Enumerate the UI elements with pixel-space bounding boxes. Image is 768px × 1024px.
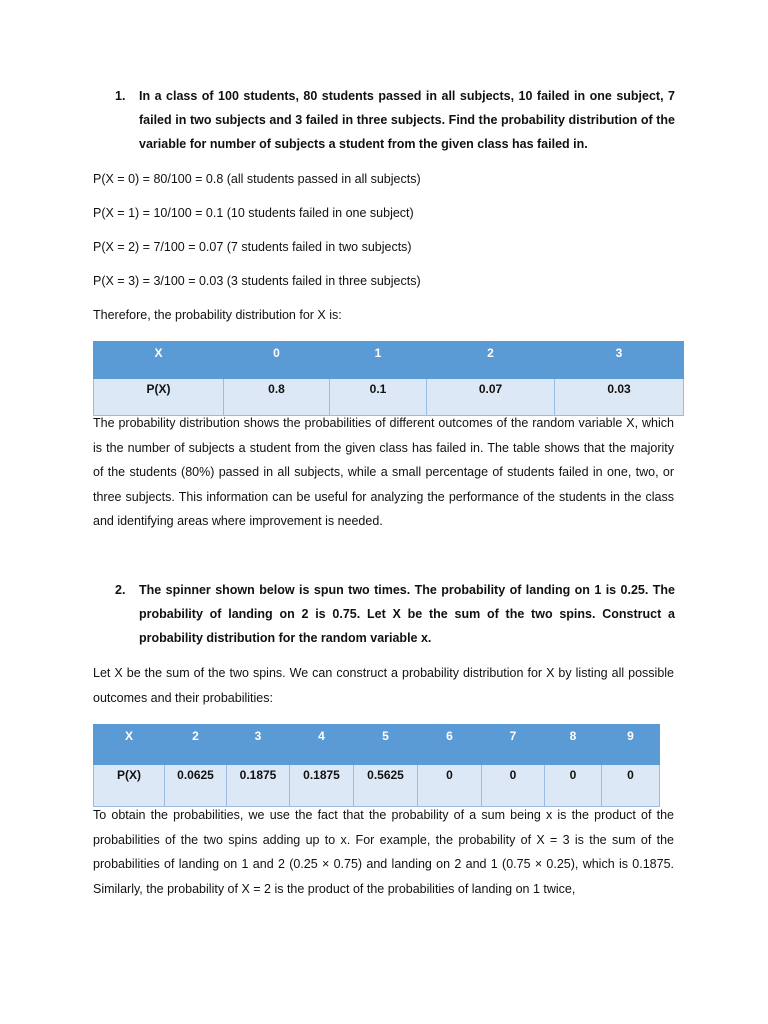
table-2-cell: 0 bbox=[482, 765, 545, 807]
table-2-header-cell: 3 bbox=[227, 725, 290, 765]
table-1-cell: 0.03 bbox=[555, 379, 684, 416]
table-2-cell: P(X) bbox=[94, 765, 165, 807]
table-2-cell: 0.0625 bbox=[165, 765, 227, 807]
table-2-cell: 0.1875 bbox=[227, 765, 290, 807]
table-2-header-cell: 9 bbox=[602, 725, 660, 765]
question-2-text: The spinner shown below is spun two times. The probability of landing on 1 is 0.25. The probability of landing on 2 is 0.75. Let X be the sum of the two spins. Construct a probability distribution for the random variable x. bbox=[139, 583, 675, 645]
table-2-header-row bbox=[94, 725, 660, 765]
calc-line-2: P(X = 2) = 7/100 = 0.07 (7 students failed in two subjects) bbox=[93, 240, 412, 254]
table-1-cell: 0.1 bbox=[330, 379, 427, 416]
table-2-header-cell: X bbox=[94, 725, 165, 765]
table-2-cell: 0 bbox=[602, 765, 660, 807]
table-1-header-cell: 0 bbox=[224, 342, 330, 379]
therefore-line: Therefore, the probability distribution for X is: bbox=[93, 308, 342, 322]
table-2-header-cell: 6 bbox=[418, 725, 482, 765]
distribution-table-2 bbox=[93, 724, 660, 807]
explanation-paragraph-1: The probability distribution shows the probabilities of different outcomes of the random variable X, which is the number of subjects a student from the given class has failed in. The table shows that the majority of the students (80%) passed in all subjects, while a small percentage of students failed in one, two, or three subjects. This information can be useful for analyzing the performance of the students in the class and identifying areas where improvement is needed. bbox=[93, 416, 674, 528]
question-2-number: 2. bbox=[115, 583, 126, 597]
explanation-paragraph-2: To obtain the probabilities, we use the fact that the probability of a sum being x is the product of the probabilities of the two spins adding up to x. For example, the probability of X = 3 is the sum of the probabilities of landing on 1 and 2 (0.25 × 0.75) and landing on 2 and 1 (0.75 × 0.25), which is 0.1875. Similarly, the probability of X = 2 is the product of the probabilities of landing on 1 twice, bbox=[93, 808, 674, 896]
distribution-table-1 bbox=[93, 341, 684, 416]
table-1-cell: 0.8 bbox=[224, 379, 330, 416]
calc-line-0: P(X = 0) = 80/100 = 0.8 (all students passed in all subjects) bbox=[93, 172, 421, 186]
table-2-header-cell: 2 bbox=[165, 725, 227, 765]
table-1-cell: 0.07 bbox=[427, 379, 555, 416]
calc-line-1: P(X = 1) = 10/100 = 0.1 (10 students failed in one subject) bbox=[93, 206, 414, 220]
table-1-probability-row bbox=[94, 379, 684, 416]
table-2-header-cell: 4 bbox=[290, 725, 354, 765]
table-2-header-cell: 7 bbox=[482, 725, 545, 765]
table-2-probability-row bbox=[94, 765, 660, 807]
table-1-header-cell: X bbox=[94, 342, 224, 379]
question-1-text: In a class of 100 students, 80 students passed in all subjects, 10 failed in one subject, 7 failed in two subjects and 3 failed in three subjects. Find the probability distribution of the variable for number of subjects a student from the given class has failed in. bbox=[139, 89, 675, 151]
table-2-cell: 0 bbox=[545, 765, 602, 807]
table-2-header-cell: 8 bbox=[545, 725, 602, 765]
question-1-number: 1. bbox=[115, 89, 126, 103]
table-2-cell: 0 bbox=[418, 765, 482, 807]
table-1-header-cell: 3 bbox=[555, 342, 684, 379]
table-2-cell: 0.1875 bbox=[290, 765, 354, 807]
table-1-header-cell: 1 bbox=[330, 342, 427, 379]
table-1-cell: P(X) bbox=[94, 379, 224, 416]
table-2-cell: 0.5625 bbox=[354, 765, 418, 807]
question-1 bbox=[115, 84, 675, 156]
question-2 bbox=[115, 578, 675, 650]
calc-line-3: P(X = 3) = 3/100 = 0.03 (3 students failed in three subjects) bbox=[93, 274, 421, 288]
table-2-header-cell: 5 bbox=[354, 725, 418, 765]
intro-paragraph-2: Let X be the sum of the two spins. We can construct a probability distribution for X by listing all possible outcomes and their probabilities: bbox=[93, 666, 674, 705]
table-1-header-cell: 2 bbox=[427, 342, 555, 379]
table-1-header-row bbox=[94, 342, 684, 379]
